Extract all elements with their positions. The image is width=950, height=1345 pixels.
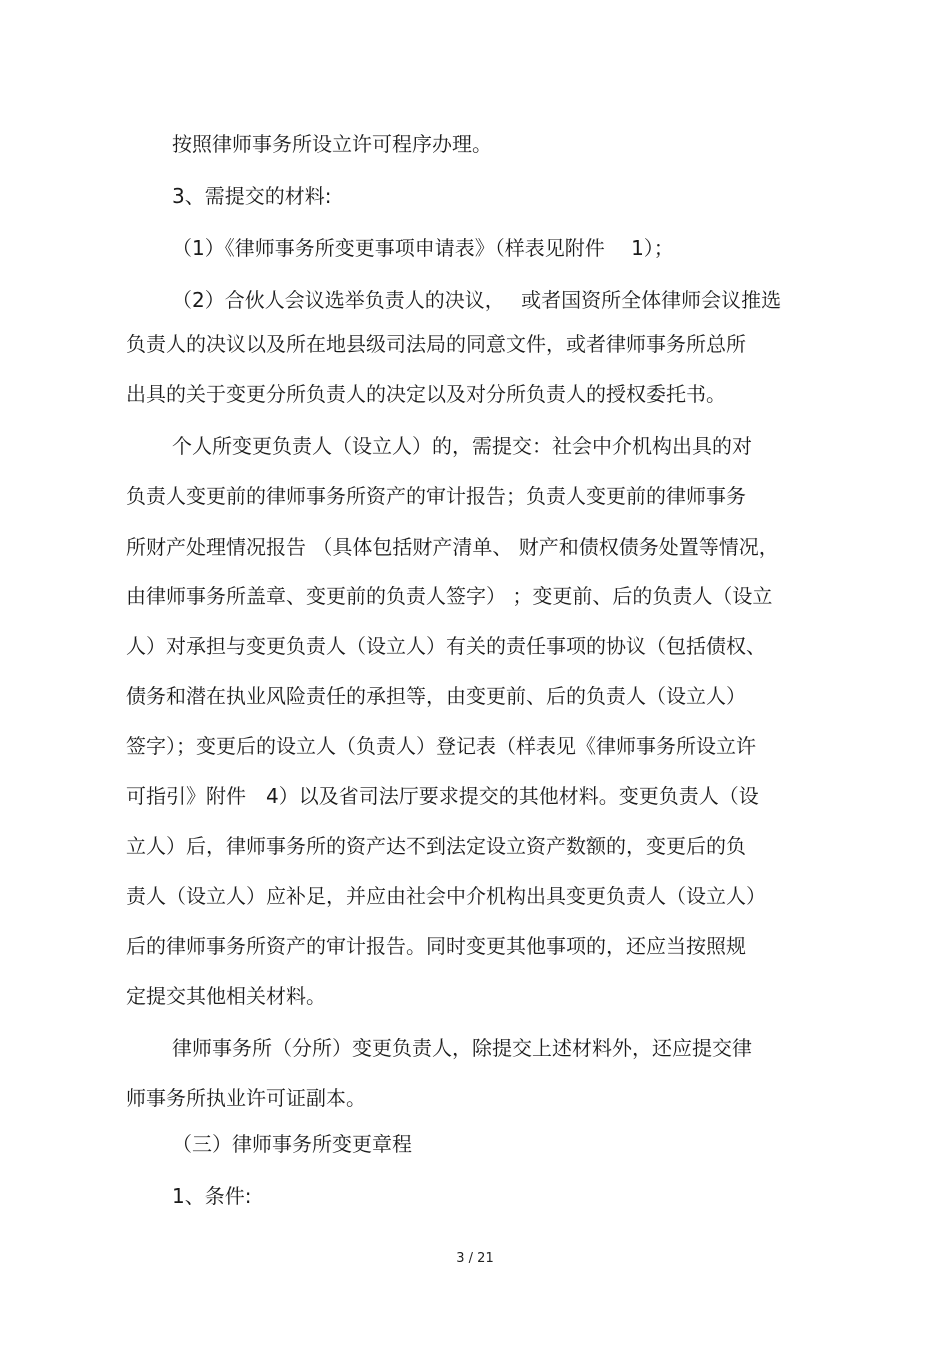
text-line: 由律师事务所盖章、变更前的负责人签字） ；变更前、后的负责人（设立 xyxy=(126,584,773,608)
section-heading: 3、需提交的材料: xyxy=(172,184,332,208)
text-line: 签字）；变更后的设立人（负责人）登记表（样表见《律师事务所设立许 xyxy=(126,734,756,758)
section-heading: 1、条件: xyxy=(172,1184,252,1208)
text-line: （1）《律师事务所变更事项申请表》（样表见附件 1）； xyxy=(172,236,674,260)
text-line: 师事务所执业许可证副本。 xyxy=(126,1086,366,1110)
text-line: 个人所变更负责人（设立人）的，需提交：社会中介机构出具的对 xyxy=(172,434,752,458)
text-line: 按照律师事务所设立许可程序办理。 xyxy=(172,132,492,156)
text-line: 人）对承担与变更负责人（设立人）有关的责任事项的协议（包括债权、 xyxy=(126,634,766,658)
text-line: 负责人的决议以及所在地县级司法局的同意文件，或者律师事务所总所 xyxy=(126,332,746,356)
text-line: （2）合伙人会议选举负责人的决议， 或者国资所全体律师会议推选 xyxy=(172,288,782,312)
section-heading: （三）律师事务所变更章程 xyxy=(172,1132,412,1156)
text-line: 责人（设立人）应补足，并应由社会中介机构出具变更负责人（设立人） xyxy=(126,884,766,908)
text-line: 定提交其他相关材料。 xyxy=(126,984,326,1008)
text-line: 后的律师事务所资产的审计报告。同时变更其他事项的，还应当按照规 xyxy=(126,934,746,958)
text-line: 债务和潜在执业风险责任的承担等，由变更前、后的负责人（设立人） xyxy=(126,684,746,708)
text-line: 负责人变更前的律师事务所资产的审计报告；负责人变更前的律师事务 xyxy=(126,484,746,508)
text-line: 可指引》附件 4）以及省司法厅要求提交的其他材料。变更负责人（设 xyxy=(126,784,759,808)
text-line: 立人）后，律师事务所的资产达不到法定设立资产数额的，变更后的负 xyxy=(126,834,746,858)
page-number: 3 / 21 xyxy=(456,1251,494,1266)
text-line: 律师事务所（分所）变更负责人，除提交上述材料外，还应提交律 xyxy=(172,1036,752,1060)
text-line: 所财产处理情况报告 （具体包括财产清单、 财产和债权债务处置等情况， xyxy=(126,535,779,559)
text-line: 出具的关于变更分所负责人的决定以及对分所负责人的授权委托书。 xyxy=(126,382,726,406)
